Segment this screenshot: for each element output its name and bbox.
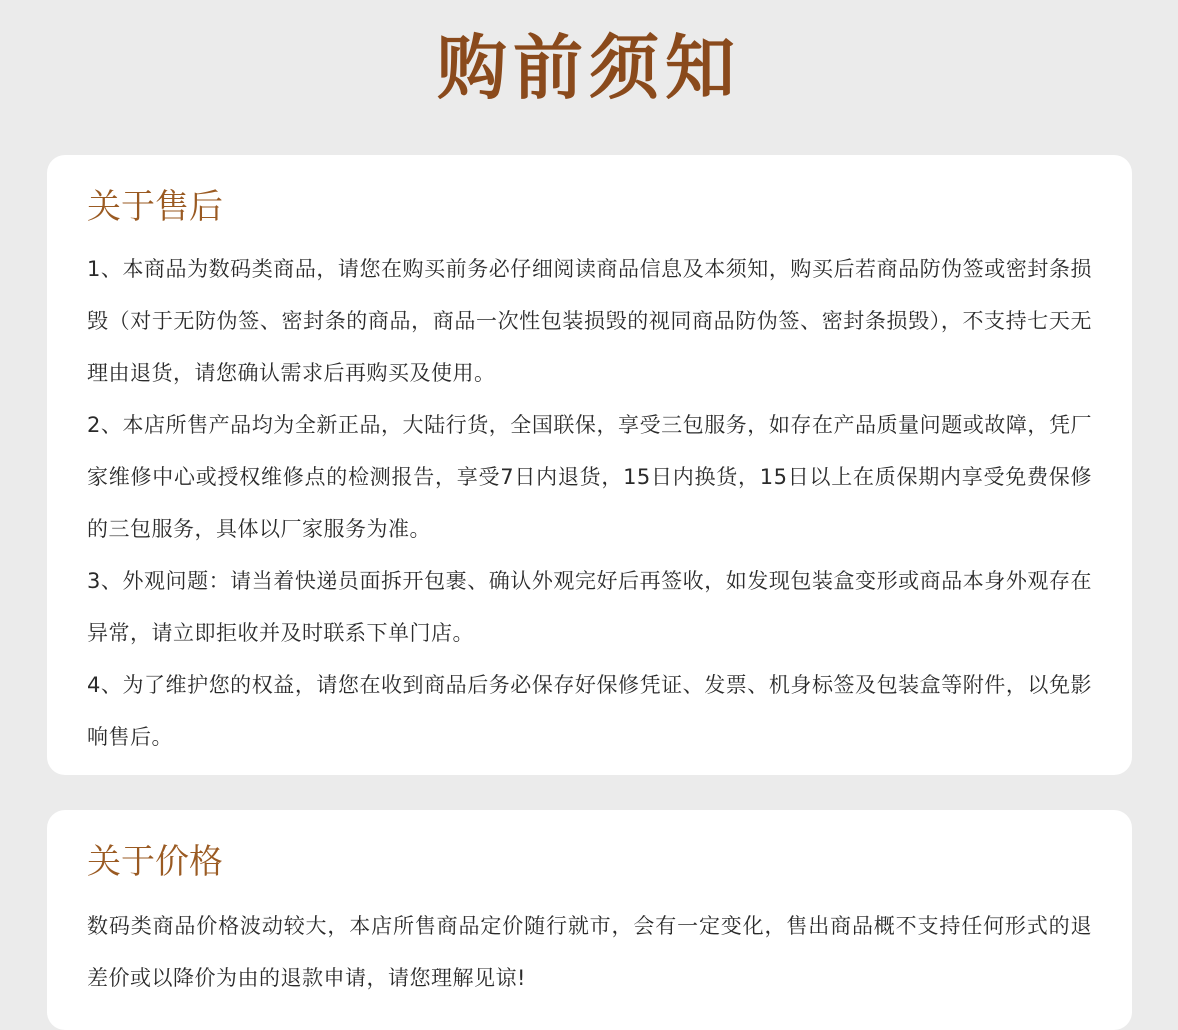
after-sales-item-3: 3、外观问题：请当着快递员面拆开包裹、确认外观完好后再签收，如发现包装盒变形或商品本身外观存在异常，请立即拒收并及时联系下单门店。: [87, 569, 1092, 645]
price-heading: 关于价格: [87, 842, 223, 882]
page-title: 购前须知: [437, 27, 741, 109]
price-item-1: 数码类商品价格波动较大，本店所售商品定价随行就市，会有一定变化，售出商品概不支持任何形式的退差价或以降价为由的退款申请，请您理解见谅!: [87, 914, 1092, 990]
after-sales-item-2: 2、本店所售产品均为全新正品，大陆行货，全国联保，享受三包服务，如存在产品质量问题或故障，凭厂家维修中心或授权维修点的检测报告，享受7日内退货，15日内换货，15日以上在质保期内享受免费保修的三包服务，具体以厂家服务为准。: [87, 413, 1092, 541]
price-card: [47, 810, 1132, 1030]
after-sales-card: [47, 155, 1132, 775]
after-sales-item-1: 1、本商品为数码类商品，请您在购买前务必仔细阅读商品信息及本须知，购买后若商品防伪签或密封条损毁（对于无防伪签、密封条的商品，商品一次性包装损毁的视同商品防伪签、密封条损毁），不支持七天无理由退货，请您确认需求后再购买及使用。: [87, 257, 1092, 385]
after-sales-item-4: 4、为了维护您的权益，请您在收到商品后务必保存好保修凭证、发票、机身标签及包装盒等附件，以免影响售后。: [87, 673, 1092, 749]
after-sales-heading: 关于售后: [87, 187, 223, 227]
